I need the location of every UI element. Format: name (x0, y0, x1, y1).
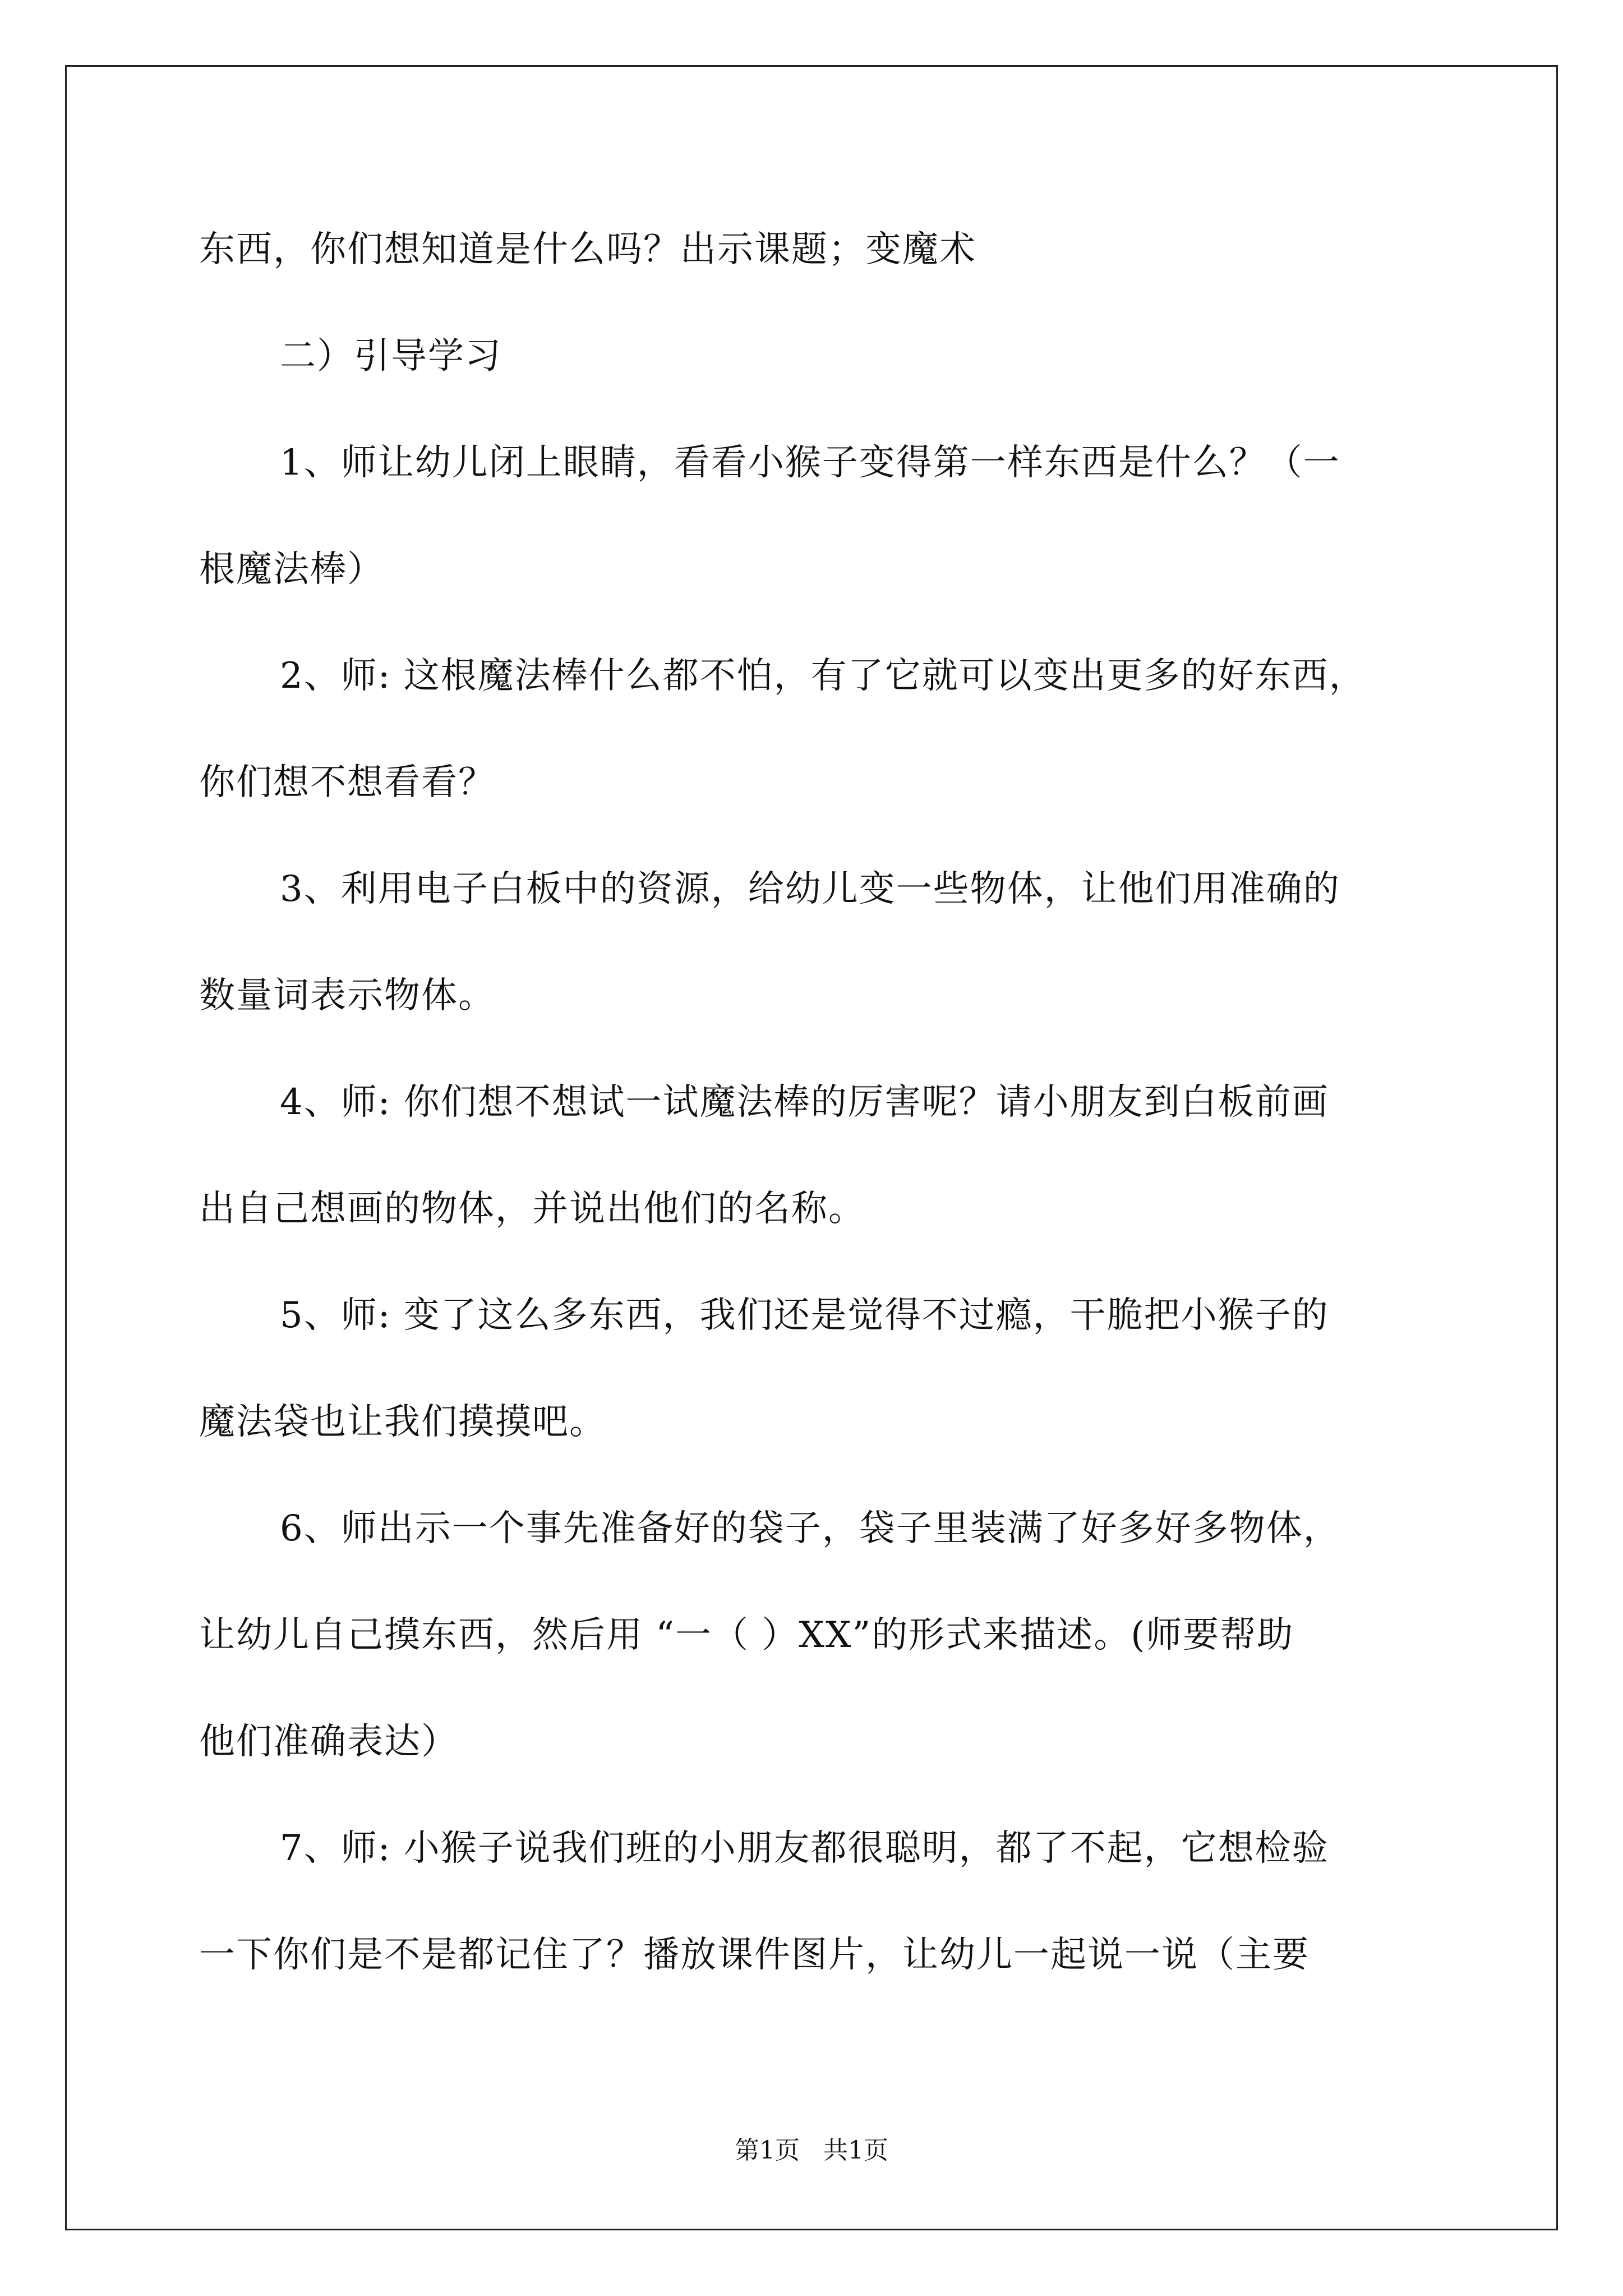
paragraph-line: 一下你们是不是都记住了？播放课件图片，让幼儿一起说一说（主要 (199, 1934, 1310, 1976)
paragraph-line: 5、师: 变了这么多东西，我们还是觉得不过瘾，干脆把小猴子的 (280, 1295, 1329, 1336)
paragraph-line: 你们想不想看看？ (199, 762, 495, 803)
paragraph-line: 1、师让幼儿闭上眼睛，看看小猴子变得第一样东西是什么？（一 (280, 442, 1340, 484)
paragraph-line: 魔法袋也让我们摸摸吧。 (199, 1401, 606, 1443)
paragraph-line: 2、师: 这根魔法棒什么都不怕，有了它就可以变出更多的好东西， (280, 655, 1366, 697)
paragraph-line: 7、师: 小猴子说我们班的小朋友都很聪明，都了不起，它想检验 (280, 1828, 1329, 1869)
paragraph-line: 东西，你们想知道是什么吗？出示课题；变魔术 (199, 229, 976, 270)
paragraph-line: 他们准确表达） (199, 1721, 458, 1763)
paragraph-line: 6、师出示一个事先准备好的袋子，袋子里装满了好多好多物体， (280, 1508, 1340, 1549)
page-footer: 第1页 共1页 (735, 2136, 888, 2165)
paragraph-line: 让幼儿自己摸东西，然后用 “一（ ）XX”的形式来描述。(师要帮助 (199, 1614, 1294, 1656)
paragraph-line: 根魔法棒） (199, 549, 384, 590)
section-heading: 二）引导学习 (280, 335, 502, 377)
page-border (65, 65, 1558, 2230)
paragraph-line: 4、师: 你们想不想试一试魔法棒的厉害呢？请小朋友到白板前画 (280, 1082, 1329, 1123)
paragraph-line: 出自己想画的物体，并说出他们的名称。 (199, 1188, 865, 1230)
paragraph-line: 数量词表示物体。 (199, 975, 495, 1016)
paragraph-line: 3、利用电子白板中的资源，给幼儿变一些物体，让他们用准确的 (280, 868, 1340, 910)
